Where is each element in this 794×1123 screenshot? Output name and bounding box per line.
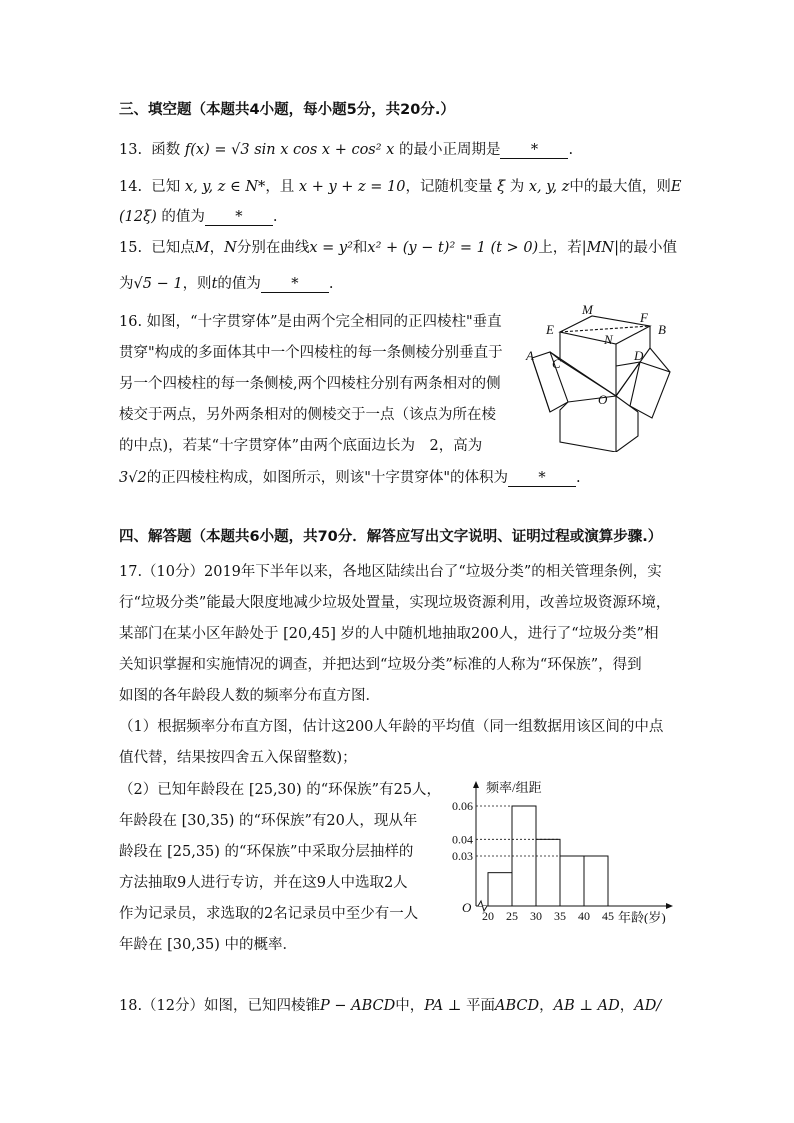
question-17-line4: 关知识掌握和实施情况的调查，并把达到“垃圾分类”标准的人称为“环保族”，得到 (119, 657, 642, 673)
x-tick-label: 40 (578, 909, 590, 923)
figure-label-m: M (582, 302, 593, 317)
question-17-part2-line3: 龄段在 [25,35) 的“环保族”中采取分层抽样的 (119, 844, 414, 860)
question-17-part1: （1）根据频率分布直方图，估计这200人年龄的平均值（同一组数据用该区间的中点 (119, 719, 664, 735)
figure-label-f: F (640, 310, 648, 325)
question-16-line6: 3√2的正四棱柱构成，如图所示，则该"十字贯穿体"的体积为 * . (119, 470, 581, 486)
section-solve-title: 四、解答题（本题共6小题，共70分．解答应写出文字说明、证明过程或演算步骤.） (119, 529, 663, 545)
question-15-line1: 15. 已知点M，N分别在曲线x = y²和x² + (y − t)² = 1 (t > 0)上，若|MN|的最小值 (119, 240, 678, 256)
answer-blank[interactable]: * (261, 276, 329, 293)
y-axis-arrow (473, 781, 479, 788)
question-17-line3: 某部门在某小区年龄处于 [20,45] 岁的人中随机地抽取200人，进行了“垃圾分类”相 (119, 626, 659, 642)
question-16-line1: 16. 如图，“十字贯穿体”是由两个完全相同的正四棱柱"垂直 (119, 314, 502, 330)
figure-label-e: E (546, 322, 554, 337)
answer-blank[interactable]: * (508, 470, 576, 487)
figure-label-n: N (604, 332, 613, 347)
question-14-line2: (12ξ) 的值为 * . (119, 209, 278, 225)
answer-blank[interactable]: * (205, 209, 273, 226)
histogram-bar (488, 873, 512, 906)
figure-label-c: C (552, 356, 561, 371)
x-tick-label: 45 (602, 909, 614, 923)
histogram-bar (536, 839, 560, 906)
origin-label: O (462, 900, 472, 915)
question-17-part2-line4: 方法抽取9人进行专访，并在这9人中选取2人 (119, 875, 408, 891)
figure-label-o: O (598, 392, 608, 407)
figure-label-a: A (526, 348, 534, 363)
histogram-bar (584, 856, 608, 906)
question-13: 13. 函数 f(x) = √3 sin x cos x + cos² x 的最小正周期是 * . (119, 142, 574, 158)
y-tick-label: 0.04 (452, 832, 473, 847)
question-16-line3: 另一个四棱柱的每一条侧棱,两个四棱柱分别有两条相对的侧 (119, 376, 501, 392)
question-17-part1-cont: 值代替，结果按四舍五入保留整数)； (119, 750, 357, 766)
answer-blank[interactable]: * (500, 142, 568, 159)
frequency-histogram (440, 778, 680, 924)
y-tick-label: 0.03 (452, 849, 473, 863)
question-17-part2-line5: 作为记录员，求选取的2名记录员中至少有一人 (119, 906, 419, 922)
question-17-line2: 行“垃圾分类”能最大限度地减少垃圾处置量，实现垃圾资源利用，改善垃圾资源环境， (119, 595, 671, 611)
x-tick-label: 25 (506, 909, 518, 923)
figure-label-b: B (658, 322, 666, 337)
x-tick-label: 20 (482, 909, 494, 923)
question-17-part2-line2: 年龄段在 [30,35) 的“环保族”有20人，现从年 (119, 813, 418, 829)
cross-penetration-figure (522, 302, 682, 452)
question-16-line4: 棱交于两点，另外两条相对的侧棱交于一点（该点为所在棱 (119, 407, 496, 423)
question-16-line5: 的中点)，若某“十字贯穿体”由两个底面边长为 2，高为 (119, 438, 483, 454)
question-17-line1: 17.（10分）2019年下半年以来，各地区陆续出台了“垃圾分类”的相关管理条例，实 (119, 564, 662, 580)
histogram-bar (560, 856, 584, 906)
question-16-line2: 贯穿"构成的多面体其中一个四棱柱的每一条侧棱分别垂直于 (119, 345, 503, 361)
question-17-part2-line1: （2）已知年龄段在 [25,30) 的“环保族”有25人， (119, 782, 442, 798)
x-tick-label: 30 (530, 909, 542, 923)
question-15-line2: 为√5 − 1，则t的值为 * . (119, 276, 334, 292)
section-fill-title: 三、填空题（本题共4小题，每小题5分，共20分.） (119, 102, 455, 118)
question-17-line5: 如图的各年龄段人数的频率分布直方图． (119, 688, 380, 704)
y-tick-label: 0.06 (452, 799, 473, 813)
question-18-line1: 18.（12分）如图，已知四棱锥P − ABCD中，PA ⊥ 平面ABCD，AB ⊥ AD，AD/ (119, 998, 662, 1014)
y-axis-label: 频率/组距 (486, 780, 542, 795)
question-14-line1: 14. 已知 x, y, z ∈ N*，且 x + y + z = 10，记随机变量 ξ 为 x, y, z中的最大值，则E (119, 179, 682, 195)
x-axis-arrow (666, 903, 673, 909)
x-tick-label: 35 (554, 909, 566, 923)
figure-label-d: D (634, 348, 644, 363)
question-17-part2-line6: 年龄在 [30,35) 中的概率． (119, 937, 298, 953)
x-axis-label: 年龄(岁) (618, 910, 666, 924)
